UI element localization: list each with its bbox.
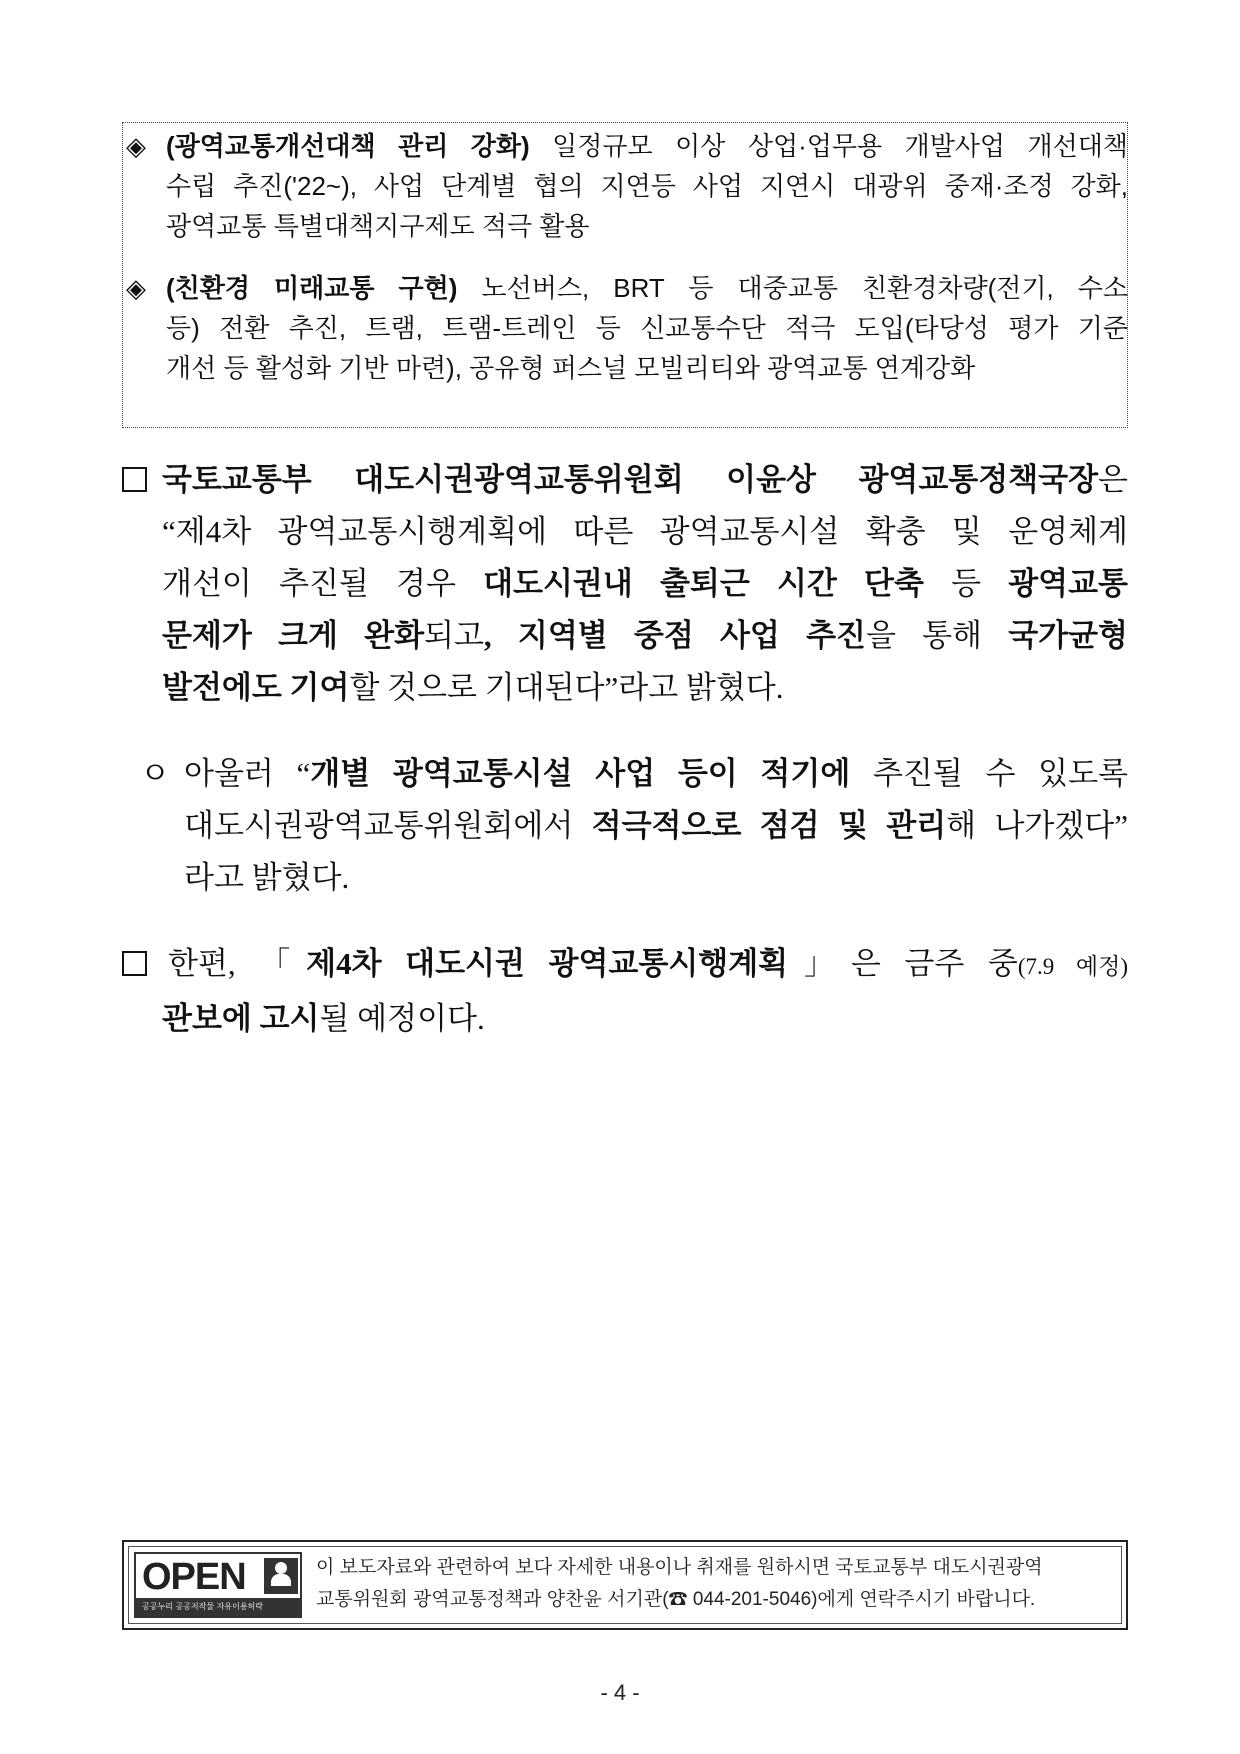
bullet-text: 등) 전환 추진, 트램, 트램-트레인 등 신교통수단 적극 도입(타당성 평가 기준 (166, 313, 1128, 343)
page-number: - 4 - (600, 1680, 640, 1705)
paragraph-director-statement: 국토교통부 대도시권광역교통위원회 이윤상 광역교통정책국장은 “제4차 광역교통시행계획에 따른 광역교통시설 확충 및 운영체계 개선이 추진될 경우 대도시권내 출퇴근 시간 단축 등 광역교통 문제가 크게 완화되고, 지역별 중점 사업 추진을 통해 국가균형 발전에도 기여할 것으로 기대된다”라고 밝혔다. (122, 454, 1128, 714)
bullet-item (126, 126, 1128, 246)
bullet-text: 노선버스, BRT 등 대중교통 친환경차량(전기, 수소 (457, 273, 1128, 303)
person-icon (264, 1558, 298, 1594)
bullet-text: 수립 추진('22~), 사업 단계별 협의 지연등 사업 지연시 대광위 중재·조정 강화, (166, 171, 1128, 201)
bullet-heading: (광역교통개선대책 관리 강화) (166, 131, 530, 161)
diamond-bullet-icon: ◈ (126, 273, 146, 303)
diamond-bullet-icon: ◈ (126, 131, 146, 161)
bullet-text: 개선 등 활성화 기반 마련), 공유형 퍼스널 모빌리티와 광역교통 연계강화 (166, 353, 976, 383)
footer-contact-text: 이 보도자료와 관련하여 보다 자세한 내용이나 취재를 원하시면 국토교통부 대도시권광역 교통위원회 광역교통정책과 양찬윤 서기관(☎ 044-201-5046)에게 연락주시기 바랍니다. (316, 1557, 1043, 1610)
circle-bullet-icon: ㅇ (140, 756, 170, 791)
bullet-heading: (친환경 미래교통 구현) (166, 273, 458, 303)
sub-paragraph-management: ㅇ 아울러 “개별 광역교통시설 사업 등이 적기에 추진될 수 있도록 대도시권광역교통위원회에서 적극적으로 점검 및 관리해 나가겠다” 라고 밝혔다. (140, 748, 1128, 904)
bullet-item (126, 268, 1128, 388)
bullet-text: 일정규모 이상 상업·업무용 개발사업 개선대책 (529, 131, 1128, 161)
open-license-logo: OPEN 공공누리 공공저작물 자유이용허락 (134, 1552, 302, 1618)
bullet-text: 광역교통 특별대책지구제도 적극 활용 (166, 211, 590, 241)
contact-footer (122, 1540, 1128, 1630)
checkbox-square-icon (122, 951, 147, 976)
checkbox-square-icon (122, 467, 147, 492)
paragraph-announcement: 한편, 「제4차 대도시권 광역교통시행계획」은 금주 중(7.9 예정) 관보에 고시될 예정이다. (122, 938, 1128, 1045)
